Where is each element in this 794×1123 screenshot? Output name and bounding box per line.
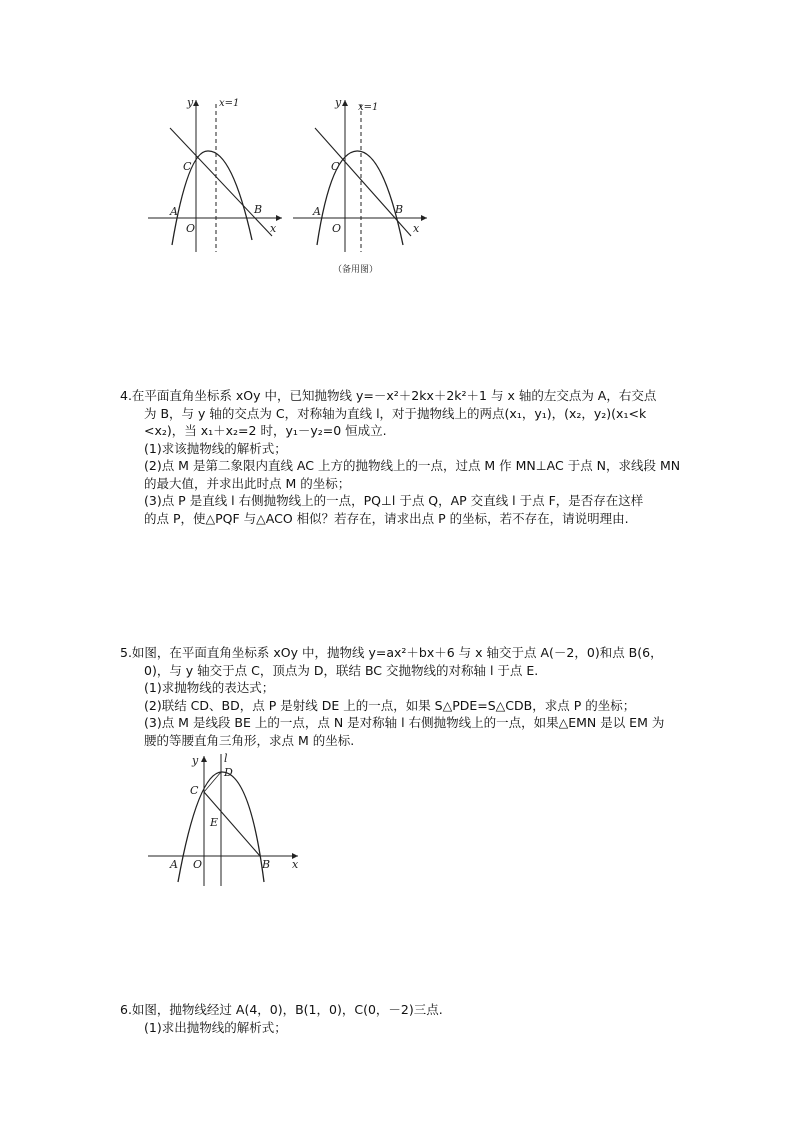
origin-label: O [332, 222, 342, 235]
axis-l-label: l [224, 752, 228, 765]
problem-4-line-1: 4.在平面直角坐标系 xOy 中，已知抛物线 y=－x²＋2kx＋2k²＋1 与 x 轴的左交点为 A，右交点 [120, 388, 657, 403]
problem-5-line-1: 5.如图，在平面直角坐标系 xOy 中，抛物线 y=ax²＋bx＋6 与 x 轴交于点 A(－2，0)和点 B(6， [120, 645, 663, 660]
problem-4-question-2b: 的最大值，并求出此时点 M 的坐标； [144, 475, 351, 491]
point-a-label: A [313, 205, 321, 218]
symmetry-axis-label: x=1 [358, 102, 379, 113]
x-axis-label: x [413, 222, 420, 235]
problem-5-line-2: 0)，与 y 轴交于点 C，顶点为 D，联结 BC 交抛物线的对称轴 l 于点 E. [144, 662, 539, 678]
figure-problem-5 [140, 752, 310, 892]
point-b-label: B [395, 203, 404, 216]
point-c-label: C [183, 160, 192, 173]
problem-4-question-3a: (3)点 P 是直线 l 右侧抛物线上的一点，PQ⊥l 于点 Q，AP 交直线 l 于点 F，是否存在这样 [144, 493, 644, 508]
problem-4-question-1: (1)求该抛物线的解析式； [144, 440, 287, 456]
problem-6 [120, 1001, 710, 1036]
point-b-label: B [254, 203, 263, 216]
point-d-label: D [224, 766, 233, 779]
problem-4 [120, 387, 710, 527]
problem-5-question-2: (2)联结 CD、BD，点 P 是射线 DE 上的一点，如果 S△PDE=S△CDB，求点 P 的坐标； [144, 697, 636, 713]
y-axis-label: y [335, 96, 342, 109]
problem-6-question-1: (1)求出抛物线的解析式； [144, 1019, 287, 1035]
problem-5-question-3b: 腰的等腰直角三角形，求点 M 的坐标. [144, 732, 355, 748]
problem-4-question-2a: (2)点 M 是第二象限内直线 AC 上方的抛物线上的一点，过点 M 作 MN⊥AC 于点 N，求线段 MN [144, 458, 681, 473]
problem-4-question-3b: 的点 P，使△PQF 与△ACO 相似？若存在，请求出点 P 的坐标，若不存在，请说明理由. [144, 510, 629, 526]
x-axis-label: x [292, 858, 299, 871]
origin-label: O [186, 222, 196, 235]
origin-label: O [193, 858, 203, 871]
x-axis-label: x [270, 222, 277, 235]
point-a-label: A [170, 858, 178, 871]
problem-4-line-2: 为 B，与 y 轴的交点为 C，对称轴为直线 l，对于抛物线上的两点(x₁，y₁)，(x₂，y₂)(x₁<k [144, 405, 647, 421]
problem-4-line-3: <x₂)，当 x₁＋x₂=2 时，y₁－y₂=0 恒成立. [144, 423, 387, 438]
y-axis-label: y [187, 96, 194, 109]
y-axis-label: y [192, 754, 199, 767]
point-c-label: C [331, 160, 340, 173]
symmetry-axis-label: x=1 [219, 98, 240, 109]
problem-6-line-1: 6.如图，抛物线经过 A(4，0)，B(1，0)，C(0，－2)三点. [120, 1002, 443, 1017]
problem-5-question-3a: (3)点 M 是线段 BE 上的一点，点 N 是对称轴 l 右侧抛物线上的一点，如果△EMN 是以 EM 为 [144, 715, 665, 730]
point-b-label: B [262, 858, 271, 871]
point-c-label: C [190, 784, 199, 797]
figure-top-right [285, 90, 435, 280]
point-a-label: A [170, 205, 178, 218]
figure-top-left [140, 90, 290, 260]
figure-caption: （备用图） [333, 265, 379, 275]
point-e-label: E [210, 816, 219, 829]
problem-5-question-1: (1)求抛物线的表达式； [144, 680, 275, 695]
problem-5 [120, 644, 710, 749]
